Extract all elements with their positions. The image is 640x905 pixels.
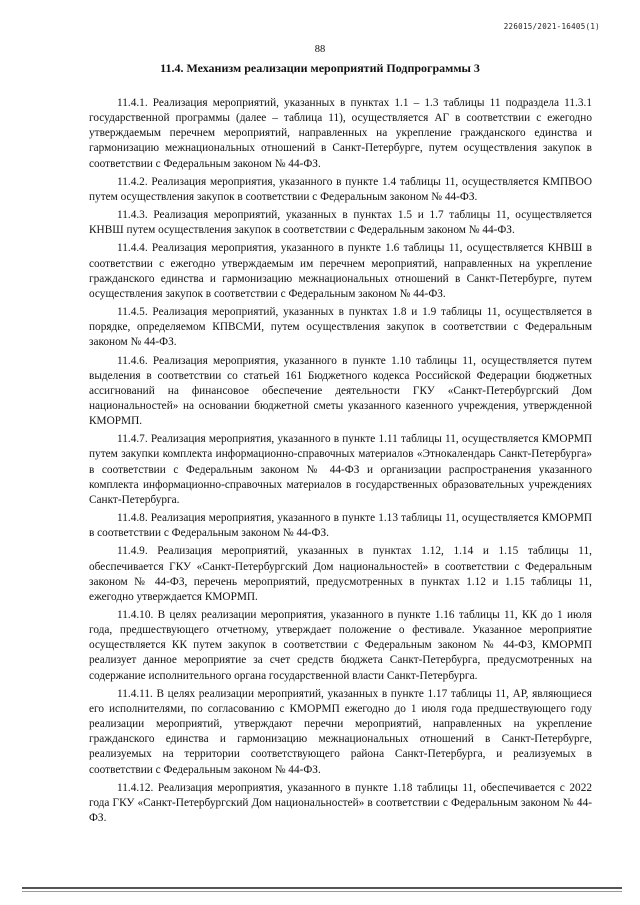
- paragraph-11-4-12: 11.4.12. Реализация мероприятия, указанного в пункте 1.18 таблицы 11, обеспечивается с 2022 года ГКУ «Санкт-Петербургский Дом национальностей» в соответствии с Федеральным законом № 44-ФЗ.: [89, 781, 592, 825]
- page-number: 88: [314, 44, 326, 55]
- paragraph-11-4-3: 11.4.3. Реализация мероприятий, указанных в пунктах 1.5 и 1.7 таблицы 11, осуществляется КНВШ путем осуществления закупок в соответствии с Федеральным законом № 44-ФЗ.: [89, 209, 592, 237]
- paragraph-11-4-1: 11.4.1. Реализация мероприятий, указанных в пунктах 1.1 – 1.3 таблицы 11 подраздела 11.3.1 государственной программы (далее – таблица 11), осуществляется АГ в соответствии с ежегодно утверждаемым перечнем мероприятий, направленных на укрепление гражданского единства и гармонизацию межнациональных отношений в Санкт-Петербурге, путем осуществления закупок в соответствии с Федеральным законом № 44-ФЗ.: [89, 97, 592, 170]
- paragraph-11-4-9: 11.4.9. Реализация мероприятий, указанных в пунктах 1.12, 1.14 и 1.15 таблицы 11, обеспечивается ГКУ «Санкт-Петербургский Дом национальностей» в соответствии с Федеральным законом № 44-ФЗ, перечень мероприятий, предусмотренных в пунктах 1.12 и 1.15 таблицы 11, ежегодно утверждается КМОРМП.: [89, 545, 592, 603]
- paragraph-11-4-5: 11.4.5. Реализация мероприятий, указанных в пунктах 1.8 и 1.9 таблицы 11, осуществляется в порядке, определяемом КПВСМИ, путем осуществления закупок в соответствии с Федеральным законом № 44-ФЗ.: [89, 306, 592, 349]
- paragraph-11-4-7: 11.4.7. Реализация мероприятия, указанного в пункте 1.11 таблицы 11, осуществляется КМОРМП путем закупки комплекта информационно-справочных материалов «Этнокалендарь Санкт-Петербурга» в соответствии с Федеральным законом № 44-ФЗ и организации распространения указанного комплекта информационно-справочных материалов в государственных образовательных учреждениях Санкт-Петербурга.: [89, 433, 592, 506]
- paragraph-11-4-10: 11.4.10. В целях реализации мероприятия, указанного в пункте 1.16 таблицы 11, КК до 1 июля года, предшествующего отчетному, утверждает положение о фестивале. Указанное мероприятие осуществляется КК путем закупок в соответствии с Федеральным законом № 44-ФЗ, КМОРМП реализует данное мероприятие за счет средств бюджета Санкт-Петербурга, предусмотренных на содержание исполнительного органа государственной власти Санкт-Петербурга.: [89, 609, 592, 682]
- document-id: 226015/2021-16405(1): [503, 22, 600, 31]
- paragraph-11-4-8: 11.4.8. Реализация мероприятия, указанного в пункте 1.13 таблицы 11, осуществляется КМОРМП в соответствии с Федеральным законом № 44-ФЗ.: [89, 512, 592, 540]
- section-title: 11.4. Механизм реализации мероприятий Подпрограммы 3: [160, 61, 480, 75]
- paragraph-11-4-11: 11.4.11. В целях реализации мероприятий, указанных в пункте 1.17 таблицы 11, АР, являющиеся его исполнителями, по согласованию с КМОРМП ежегодно до 1 июля года предшествующего году реализации мероприятий, утверждают перечни мероприятий, направленных на укрепление гражданского единства и гармонизацию межнациональных отношений в Санкт-Петербурге, реализуемых на территории соответствующего района Санкт-Петербурга, и реализуемых в соответствии с Федеральным законом № 44-ФЗ.: [89, 687, 592, 776]
- scan-edge-line: [22, 887, 622, 889]
- document-body: [89, 96, 592, 829]
- paragraph-11-4-4: 11.4.4. Реализация мероприятия, указанного в пункте 1.6 таблицы 11, осуществляется КНВШ в соответствии с ежегодно утверждаемым им перечнем мероприятий, направленных на укрепление гражданского единства и гармонизацию межнациональных отношений в Санкт-Петербурге, путем осуществления закупок в соответствии с Федеральным законом № 44-ФЗ.: [89, 242, 592, 300]
- paragraph-11-4-2: 11.4.2. Реализация мероприятия, указанного в пункте 1.4 таблицы 11, осуществляется КМПВОО путем осуществления закупок в соответствии с Федеральным законом № 44-ФЗ.: [89, 175, 592, 203]
- paragraph-11-4-6: 11.4.6. Реализация мероприятия, указанного в пункте 1.10 таблицы 11, осуществляется путем выделения в соответствии со статьей 161 Бюджетного кодекса Российской Федерации бюджетных ассигнований на финансовое обеспечение деятельности ГКУ «Санкт-Петербургский Дом национальностей» на основании бюджетной сметы указанного казенного учреждения, утвержденной КМОРМП.: [89, 354, 592, 428]
